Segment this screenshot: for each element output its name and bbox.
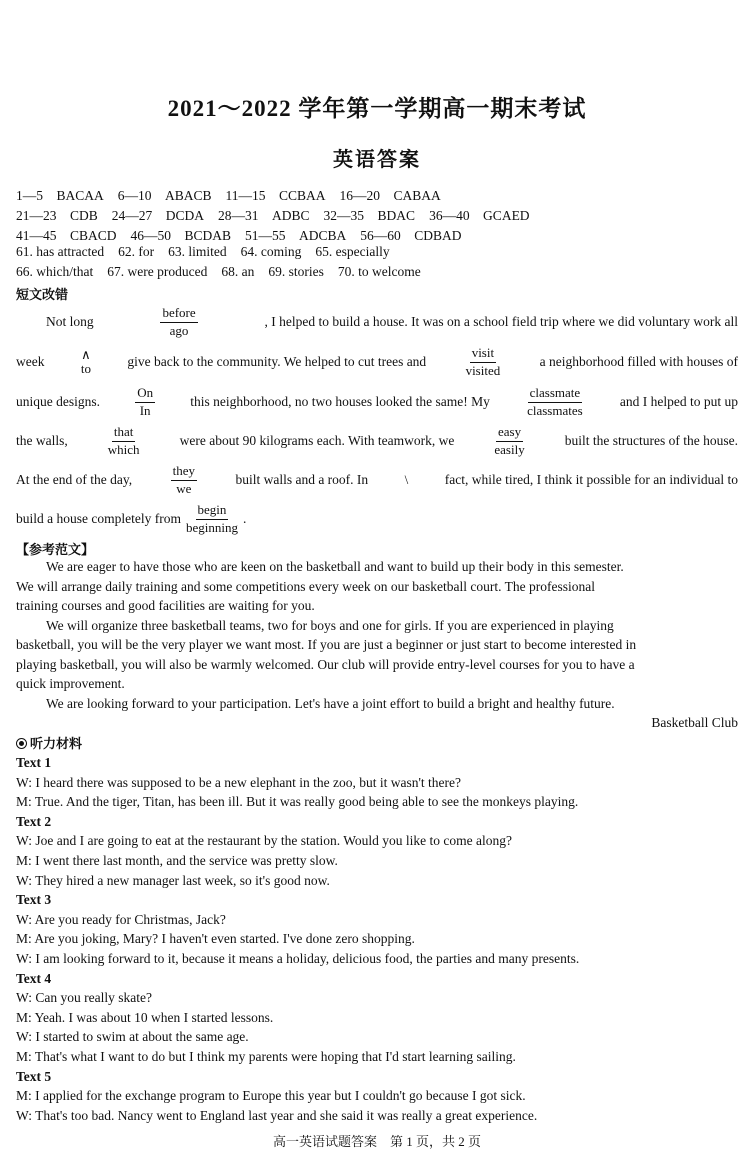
correction-fraction: visit visited [465,344,501,378]
essay-line: We are eager to have those who are keen on the basketball and want to build up their body in this semester. [46,559,624,574]
transcript-line: M: That's what I want to do but I think my parents were hoping that I'd start learning sailing. [16,1049,516,1064]
answer-item: 64. coming [240,244,302,259]
answer-row-2 [16,204,544,224]
essay-line: quick improvement. [16,676,125,691]
correction-line-3: unique designs. On In this neighborhood, no two houses looked the same! My classmate classmates and I helped to put up [16,384,738,418]
correction-fraction: begin beginning [185,501,238,535]
essay-line: We will organize three basketball teams, two for boys and one for girls. If you are experienced in playing [46,618,614,633]
page-footer: 高一英语试题答案 第 1 页，共 2 页 [272,1134,481,1149]
essay-line: playing basketball, you will also be warmly welcomed. Our club will provide entry-level courses for you to have a [16,657,635,672]
transcript-text-heading: Text 1 [16,755,52,770]
deletion-mark: \ [404,472,409,487]
essay-line: We will arrange daily training and some competitions every week on our basketball court. The professional [16,579,595,594]
transcript-line: M: I applied for the exchange program to Europe this year but I couldn't go because I got sick. [16,1088,526,1104]
page-subtitle: 英语答案 [333,149,421,171]
answer-group: 51—55 ADCBA [245,228,347,243]
transcript-line: W: That's too bad. Nancy went to England last year and she said it was really a great experience. [16,1107,538,1123]
essay-heading: 【参考范文】 [16,542,95,557]
answer-item: 65. especially [315,244,390,259]
answer-group: 1—5 BACAA [16,188,104,203]
correction-line-4: the walls, that which were about 90 kilograms each. With teamwork, we easy easily built the structures of the house. [16,423,738,457]
transcript-line: W: Are you ready for Christmas, Jack? [16,911,226,927]
transcript-text-heading: Text 3 [16,892,52,908]
correction-line-1: Not long before ago , I helped to build a house. It was on a school field trip where we did voluntary work all [46,304,738,338]
answer-group: 36—40 GCAED [429,208,530,223]
correction-fraction: they we [172,462,195,496]
transcript-line: W: I started to swim at about the same age. [16,1029,249,1045]
answer-group: 21—23 CDB [16,208,98,223]
answer-item: 68. an [221,264,255,279]
transcript-line: M: Yeah. I was about 10 when I started lessons. [16,1009,274,1025]
insertion-mark: ∧ to [80,347,91,376]
transcript-line: W: They hired a new manager last week, so it's good now. [16,872,330,888]
answer-group: 56—60 CDBAD [360,228,462,243]
answer-item: 70. to welcome [337,264,421,279]
correction-fraction: before ago [162,304,196,338]
transcript-line: M: True. And the tiger, Titan, has been ill. But it was really good being able to see the monkeys playing. [16,794,579,810]
correction-line-5: At the end of the day, they we built walls and a roof. In \ fact, while tired, I think it possible for an individual to [16,462,738,496]
answer-group: 24—27 DCDA [111,208,205,223]
correction-line-6: build a house completely from begin beginning . [16,501,247,535]
answer-row-5 [16,264,435,280]
transcript-line: W: Joe and I are going to eat at the restaurant by the station. Would you like to come along? [16,833,513,849]
essay-line: training courses and good facilities are waiting for you. [16,598,315,613]
listening-heading: 听力材料 [16,733,82,752]
essay-line: basketball, you will be the very player we want most. If you are just a beginner or just start to become interested in [16,637,637,652]
correction-line-2: week ∧ to give back to the community. We helped to cut trees and visit visited a neighborhood filled with houses of [16,344,738,378]
transcript-text-heading: Text 2 [16,813,52,829]
page-title: 2021～2022 学年第一学期高一期末考试 [167,96,587,121]
answer-item: 66. which/that [16,264,94,279]
correction-fraction: classmate classmates [527,384,583,418]
transcript-line: M: Are you joking, Mary? I haven't even started. I've done zero shopping. [16,931,415,947]
essay-signature: Basketball Club [651,715,738,730]
transcript-line: W: I am looking forward to it, because it means a holiday, delicious food, the parties and many presents. [16,951,580,966]
essay-line: We are looking forward to your participation. Let's have a joint effort to build a bright and healthy future. [46,696,615,711]
answer-item: 63. limited [168,244,227,259]
answer-group: 11—15 CCBAA [225,188,326,203]
correction-fraction: that which [107,423,140,457]
answer-item: 62. for [118,244,155,259]
transcript-line: W: I heard there was supposed to be a new elephant in the zoo, but it wasn't there? [16,774,462,790]
correction-fraction: On In [137,384,154,418]
answer-item: 67. were produced [107,264,208,279]
transcript-text-heading: Text 5 [16,1068,52,1084]
transcript-line: W: Can you really skate? [16,990,152,1006]
answer-group: 41—45 CBACD [16,228,117,243]
transcript-line: M: I went there last month, and the service was pretty slow. [16,853,338,868]
answer-group: 28—31 ADBC [218,208,310,223]
answer-row-1 [16,184,455,204]
answer-group: 32—35 BDAC [323,208,416,223]
transcript-text-heading: Text 4 [16,970,52,986]
answer-row-3 [16,224,476,244]
answer-group: 16—20 CABAA [339,188,441,203]
answer-group: 6—10 ABACB [117,188,212,203]
correction-heading: 短文改错 [16,287,69,302]
answer-item: 61. has attracted [16,244,105,259]
correction-fraction: easy easily [494,423,525,457]
bullet-icon [16,738,27,749]
answer-item: 69. stories [268,264,324,279]
answer-group: 46—50 BCDAB [130,228,232,243]
answer-row-4 [16,244,404,260]
